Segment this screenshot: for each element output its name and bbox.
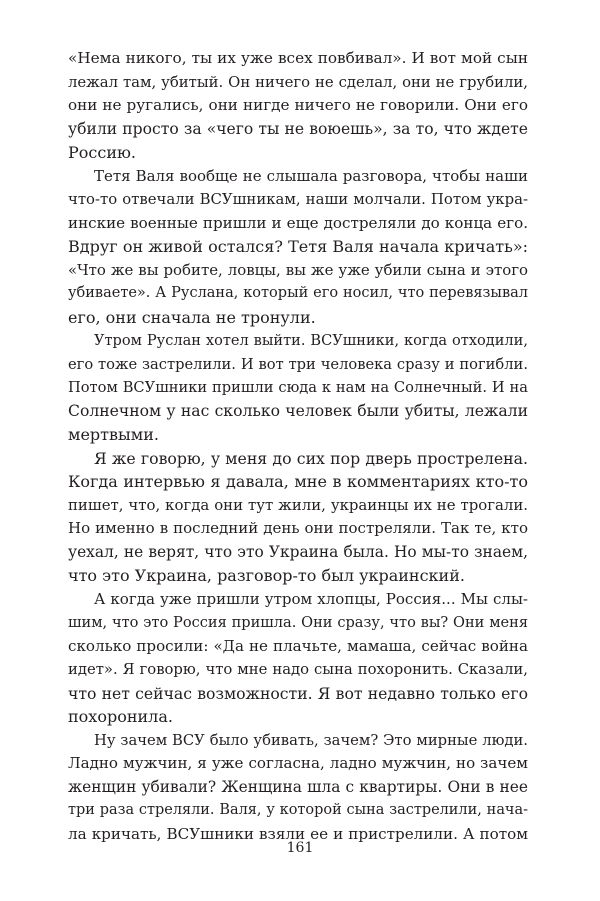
text-line: ла кричать, ВСУшники взяли ее и пристрелили. А потом (68, 824, 528, 843)
text-line: Но именно в последний день они постреляли. Так те, кто (68, 519, 528, 537)
text-line: убили просто за «чего ты не воюешь», за то, что ждете (68, 119, 528, 138)
text-line: его, они сначала не тронули. (68, 307, 316, 327)
text-line: А когда уже пришли утром хлопцы, Россия... Мы слы- (94, 589, 528, 608)
body-text (68, 47, 528, 846)
text-line: мертвыми. (68, 425, 159, 444)
text-line: шим, что это Россия пришла. Они сразу, что вы? Они меня (68, 614, 528, 631)
text-line: его тоже застрелили. И вот три человека сразу и погибли. (68, 355, 528, 373)
text-line: они не ругались, они нигде ничего не говорили. Они его (68, 96, 528, 114)
text-line: «Что же вы робите, ловцы, вы же уже убили сына и этого (68, 260, 528, 279)
text-line: Я же говорю, у меня до сих пор дверь прострелена. (94, 448, 528, 468)
text-line: убиваете». А Руслана, который его носил, что перевязывал (68, 285, 528, 301)
text-line: женщин убивали? Женщина шла с квартиры. Они в нее (68, 777, 528, 796)
text-line: Когда интервью я давала, мне в комментариях кто-то (68, 472, 528, 491)
text-line: Утром Руслан хотел выйти. ВСУшники, когда отходили, (94, 332, 528, 349)
text-line: Потом ВСУшники пришли сюда к нам на Солнечный. И на (68, 379, 528, 396)
text-line: Ну зачем ВСУ было убивать, зачем? Это мирные люди. (94, 731, 528, 749)
text-line: Солнечном у нас сколько человек были убиты, лежали (68, 401, 528, 420)
text-line: Ладно мужчин, я уже согласна, ладно мужчин, но зачем (68, 754, 528, 772)
text-line: инские военные пришли и еще достреляли до конца его. (68, 213, 528, 232)
page-number: 161 (286, 840, 314, 856)
text-line: что-то отвечали ВСУшникам, наши молчали. Потом укра- (68, 190, 528, 208)
text-line: Вдруг он живой остался? Тетя Валя начала кричать»: (68, 237, 528, 256)
text-line: лежал там, убитый. Он ничего не сделал, они не грубили, (68, 73, 528, 91)
text-line: «Нема никого, ты их уже всех повбивал». И вот мой сын (68, 49, 528, 67)
text-line: что нет сейчас возможности. Я вот недавно только его (68, 683, 528, 703)
text-line: что это Украина, разговор-то был украинский. (68, 566, 465, 585)
text-line: уехал, не верят, что это Украина была. Но мы-то знаем, (68, 542, 528, 561)
text-line: пишет, что, когда они тут жили, украинцы их не трогали. (68, 495, 528, 514)
text-line: Россию. (68, 143, 136, 162)
text-line: Тетя Валя вообще не слышала разговора, чтобы наши (94, 166, 528, 185)
text-line: сколько просили: «Да не плачьте, мамаша, сейчас война (68, 636, 528, 655)
text-line: похоронила. (68, 707, 173, 726)
text-line: идет». Я говорю, что мне надо сына похоронить. Сказали, (68, 661, 528, 678)
text-line: три раза стреляли. Валя, у которой сына застрелили, нача- (68, 802, 528, 818)
